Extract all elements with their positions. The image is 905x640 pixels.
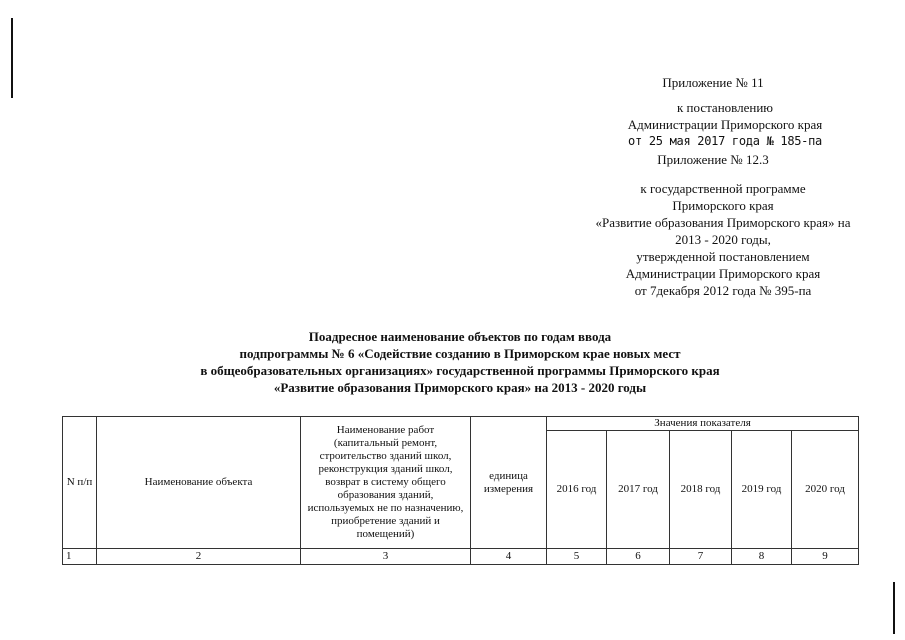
scan-edge-line-right xyxy=(893,582,895,634)
document-title-line: подпрограммы № 6 «Содействие созданию в Приморском крае новых мест xyxy=(239,346,681,361)
appendix-12-3-line: «Развитие образования Приморского края» на xyxy=(595,215,851,230)
column-number: 6 xyxy=(607,549,670,565)
resolution-stamp: от 25 мая 2017 года № 185-па xyxy=(628,134,822,148)
appendix-12-3-body xyxy=(540,180,905,299)
appendix-12-3-line: к государственной программе xyxy=(640,181,806,196)
appendix-12-3-line: от 7декабря 2012 года № 395-па xyxy=(634,283,812,298)
column-number: 7 xyxy=(670,549,732,565)
header-year-2018: 2018 год xyxy=(670,431,732,549)
appendix-12-3-title: Приложение № 12.3 xyxy=(657,152,769,167)
scan-edge-line-left xyxy=(11,18,13,98)
document-title-line: Поадресное наименование объектов по годам ввода xyxy=(308,329,612,344)
header-year-2017: 2017 год xyxy=(607,431,670,549)
header-works-name xyxy=(301,417,471,549)
column-numbering-row xyxy=(63,549,859,565)
appendix-12-3-line: Приморского края xyxy=(672,198,774,213)
appendix-11-title: Приложение № 11 xyxy=(662,75,764,90)
header-year-2020: 2020 год xyxy=(792,431,859,549)
appendix-12-3-line: Администрации Приморского края xyxy=(625,266,821,281)
column-number: 1 xyxy=(63,549,97,565)
header-object-name: Наименование объекта xyxy=(97,417,301,549)
appendix-12-3-line: 2013 - 2020 годы, xyxy=(675,232,771,247)
header-works-text: Наименование работ (капитальный ремонт, строительство зданий школ, реконструкция зданий школ, возврат в систему общего образования зданий, используемых не по назначению, приобретение зданий и помещений) xyxy=(307,424,464,540)
column-number: 3 xyxy=(301,549,471,565)
document-title xyxy=(60,328,860,396)
column-number: 9 xyxy=(792,549,859,565)
appendix-11-line: к постановлению xyxy=(676,100,774,115)
column-number: 4 xyxy=(471,549,547,565)
appendix-11-line: Администрации Приморского края xyxy=(627,117,823,132)
appendix-12-3-line: утвержденной постановлением xyxy=(636,249,810,264)
document-title-line: в общеобразовательных организациях» государственной программы Приморского края xyxy=(200,363,720,378)
header-year-2016: 2016 год xyxy=(547,431,607,549)
header-unit: единица измерения xyxy=(471,417,547,549)
column-number: 2 xyxy=(97,549,301,565)
header-number: N п/п xyxy=(63,417,97,549)
header-year-2019: 2019 год xyxy=(732,431,792,549)
column-number: 5 xyxy=(547,549,607,565)
header-indicator-values: Значения показателя xyxy=(547,417,859,431)
appendix-11-body xyxy=(520,99,905,150)
column-number: 8 xyxy=(732,549,792,565)
objects-table xyxy=(62,416,859,565)
document-title-line: «Развитие образования Приморского края» на 2013 - 2020 годы xyxy=(273,380,647,395)
